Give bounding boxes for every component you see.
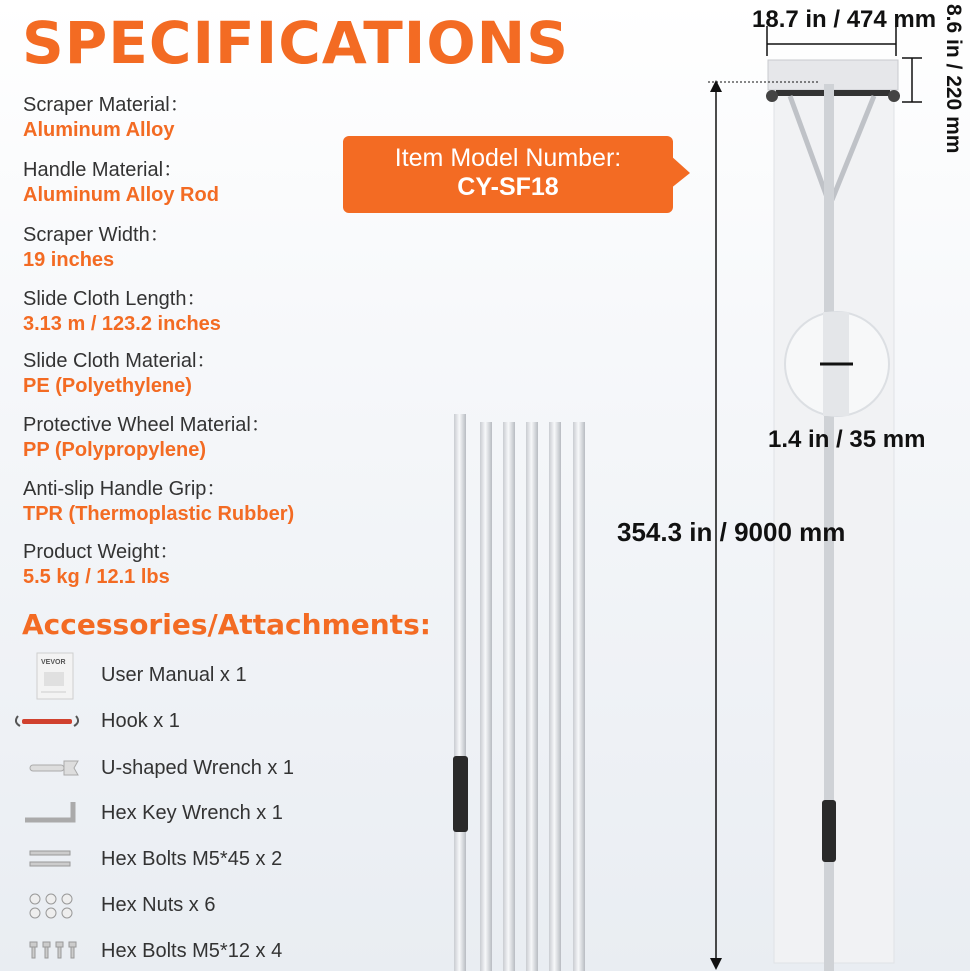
spec-label: Slide Cloth Material： <box>23 350 217 372</box>
width-dimension: 18.7 in / 474 mm <box>752 6 937 33</box>
handle-poles-illustration <box>440 410 600 971</box>
spec-value: 5.5 kg / 12.1 lbs <box>23 566 170 588</box>
accessories-title: Accessories/Attachments: <box>22 608 431 641</box>
model-label: Item Model Number: <box>394 144 622 172</box>
spec-scraper-width <box>23 223 170 273</box>
spec-handle-material <box>23 158 219 208</box>
spec-label: Slide Cloth Length： <box>23 288 207 310</box>
model-number: CY-SF18 <box>457 173 559 201</box>
model-number-badge <box>343 136 673 213</box>
spec-handle-grip <box>23 477 294 527</box>
spec-scraper-material <box>23 93 190 143</box>
spec-label: Scraper Width： <box>23 224 170 246</box>
spec-label: Anti-slip Handle Grip： <box>23 478 227 500</box>
hex-key-icon <box>22 800 78 833</box>
diameter-dimension: 1.4 in / 35 mm <box>768 426 926 453</box>
accessory-item: Hex Nuts x 6 <box>101 894 216 916</box>
nut-icon <box>28 892 76 925</box>
spec-value: TPR (Thermoplastic Rubber) <box>23 503 295 525</box>
spec-label: Product Weight： <box>23 541 180 563</box>
height-dimension: 8.6 in / 220 mm <box>942 4 965 154</box>
spec-product-weight <box>23 540 179 590</box>
spec-label: Scraper Material： <box>23 94 190 116</box>
hook-icon <box>12 710 82 739</box>
length-dimension: 354.3 in / 9000 mm <box>617 517 846 547</box>
accessory-item: User Manual x 1 <box>101 664 247 686</box>
spec-cloth-length <box>23 287 221 337</box>
spec-label: Handle Material： <box>23 159 184 181</box>
spec-value: PP (Polypropylene) <box>23 439 207 461</box>
accessory-item: Hex Key Wrench x 1 <box>101 802 283 824</box>
spec-cloth-material <box>23 349 216 399</box>
spec-value: Aluminum Alloy Rod <box>23 184 219 206</box>
accessory-item: Hook x 1 <box>101 710 180 732</box>
wrench-icon <box>26 757 82 784</box>
short-bolt-icon <box>28 940 80 967</box>
roof-rake-illustration <box>690 0 970 971</box>
spec-wheel-material <box>23 413 271 463</box>
spec-value: 3.13 m / 123.2 inches <box>23 313 221 335</box>
spec-value: PE (Polyethylene) <box>23 375 192 397</box>
accessory-item: Hex Bolts M5*45 x 2 <box>101 848 283 870</box>
long-bolt-icon <box>28 848 74 877</box>
spec-value: Aluminum Alloy <box>23 119 175 141</box>
accessory-item: Hex Bolts M5*12 x 4 <box>101 940 283 962</box>
accessory-item: U-shaped Wrench x 1 <box>101 757 295 779</box>
page-title: SPECIFICATIONS <box>22 9 569 77</box>
manual-brand-text: VEVOR <box>41 659 66 666</box>
manual-icon <box>36 652 74 705</box>
spec-value: 19 inches <box>23 249 115 271</box>
spec-label: Protective Wheel Material： <box>23 414 271 436</box>
